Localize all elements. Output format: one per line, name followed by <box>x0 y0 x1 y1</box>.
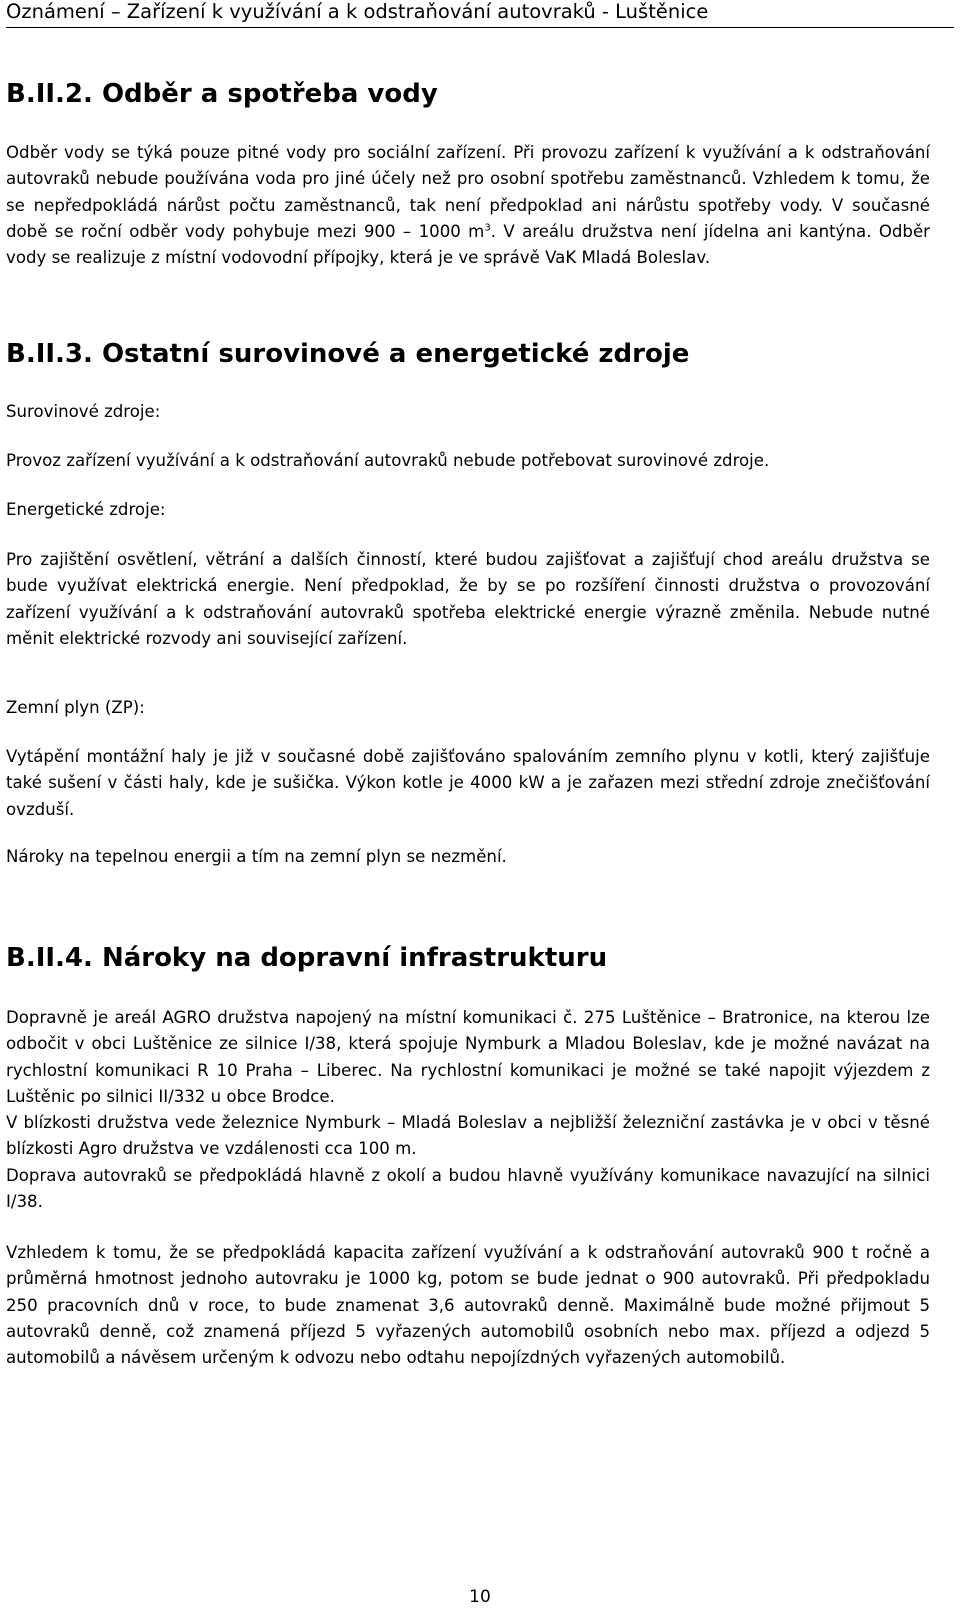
water-text-part2: . V areálu družstva není jídelna ani kantýna. Odběr vody se realizuje z místní vodovodní přípojky, která je ve správě VaK Mladá Boleslav. <box>6 221 930 268</box>
raw-materials-text: Provoz zařízení využívání a k odstraňování autovraků nebude potřebovat surovinové zdroje. <box>6 451 770 470</box>
water-text-part1: Odběr vody se týká pouze pitné vody pro sociální zařízení. Při provozu zařízení k využívání a k odstraňování autovraků nebude používána voda pro jiné účely než pro osobní spotřebu zaměstnanců. Vzhledem k tomu, že se nepředpokládá nárůst počtu zaměstnanců, tak není předpoklad ani nárůstu spotřeby vody. V současné době se roční odběr vody pohybuje mezi 900 – 1000 m <box>6 143 930 241</box>
transport-paragraph-2: V blízkosti družstva vede železnice Nymburk – Mladá Boleslav a nejbližší železniční zastávka je v obci v těsné blízkosti Agro družstva ve vzdálenosti cca 100 m. <box>6 1113 930 1159</box>
transport-paragraph-4: Vzhledem k tomu, že se předpokládá kapacita zařízení využívání a k odstraňování autovraků 900 t ročně a průměrná hmotnost jednoho autovraku je 1000 kg, potom se bude jednat o 900 autovraků. Při předpokladu 250 pracovních dnů v roce, to bude znamenat 3,6 autovraků denně. Maximálně bude možné přijmout 5 autovraků denně, což znamená příjezd 5 vyřazených automobilů osobních nebo max. příjezd a odjezd 5 automobilů a návěsem určeným k odvozu nebo odtahu nepojízdných vyřazených automobilů. <box>6 1243 930 1368</box>
water-paragraph <box>6 140 930 271</box>
section-heading-resources: B.II.3. Ostatní surovinové a energetické zdroje <box>6 339 690 369</box>
transport-paragraph-3: Doprava autovraků se předpokládá hlavně z okolí a budou hlavně využívány komunikace navazující na silnici I/38. <box>6 1166 930 1212</box>
heat-paragraph: Nároky na tepelnou energii a tím na zemní plyn se nezmění. <box>6 847 507 866</box>
section-heading-transport: B.II.4. Nároky na dopravní infrastrukturu <box>6 943 608 973</box>
raw-materials-label: Surovinové zdroje: <box>6 402 161 421</box>
superscript-3: 3 <box>484 222 491 234</box>
energy-label: Energetické zdroje: <box>6 500 166 519</box>
page-header: Oznámení – Zařízení k využívání a k odstraňování autovraků - Luštěnice <box>6 0 954 28</box>
energy-paragraph: Pro zajištění osvětlení, větrání a dalších činností, které budou zajišťovat a zajišťují chod areálu družstva se bude využívat elektrická energie. Není předpoklad, že by se po rozšíření činnosti družstva o provozování zařízení využívání a k odstraňování autovraků spotřeba elektrické energie výrazně změnila. Nebude nutné měnit elektrické rozvody ani související zařízení. <box>6 550 930 648</box>
transport-paragraph-1: Dopravně je areál AGRO družstva napojený na místní komunikaci č. 275 Luštěnice – Bratronice, na kterou lze odbočit v obci Luštěnice ze silnice I/38, která spojuje Nymburk a Mladou Boleslav, kde je možné navázat na rychlostní komunikaci R 10 Praha – Liberec. Na rychlostní komunikaci je možné se také napojit výjezdem z Luštěnic po silnici II/332 u obce Brodce. <box>6 1008 930 1106</box>
gas-label: Zemní plyn (ZP): <box>6 698 145 717</box>
section-heading-water: B.II.2. Odběr a spotřeba vody <box>6 79 438 109</box>
gas-paragraph: Vytápění montážní haly je již v současné době zajišťováno spalováním zemního plynu v kotli, který zajišťuje také sušení v části haly, kde je sušička. Výkon kotle je 4000 kW a je zařazen mezi střední zdroje znečišťování ovzduší. <box>6 747 930 819</box>
page-number: 10 <box>469 1587 491 1607</box>
